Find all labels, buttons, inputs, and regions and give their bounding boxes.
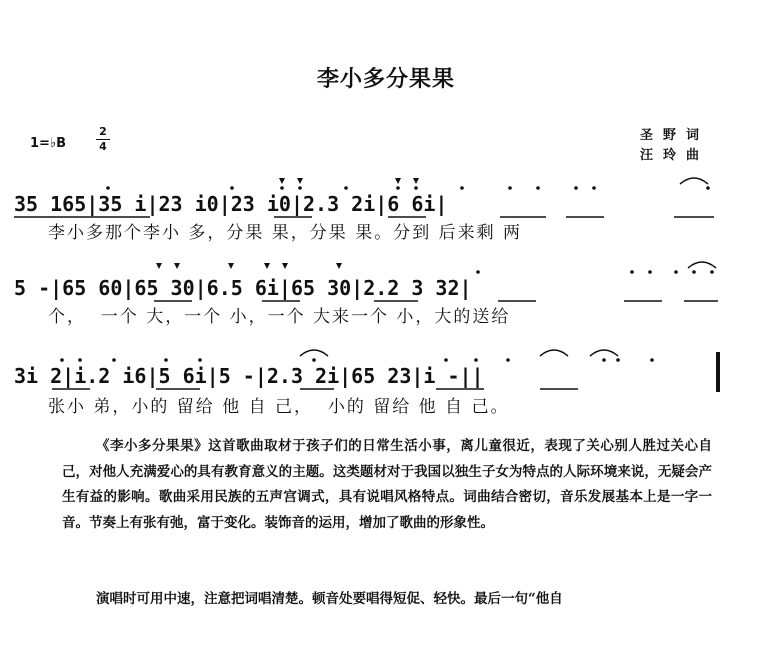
- octave-dot: [476, 270, 480, 274]
- octave-dot: [674, 270, 678, 274]
- octave-dot: [414, 186, 418, 190]
- score-line-2-lyrics: 个， 一个 大，一个 小，一个 大来一个 小，大的送给: [48, 307, 511, 327]
- commentary-paragraph-1: 《李小多分果果》这首歌曲取材于孩子们的日常生活小事，离儿童很近，表现了关心别人胜过关心自己，对他人充满爱心的具有教育意义的主题。这类题材对于我国以独生子女为特点的人际环境来说，无疑会产生有益的影响。歌曲采用民族的五声宫调式，具有说唱风格特点。词曲结合密切，音乐发展基本上是一字一音。节奏上有张有弛，富于变化。装饰音的运用，增加了歌曲的形象性。: [62, 438, 712, 531]
- octave-dot: [280, 186, 284, 190]
- staccato-mark: [279, 178, 285, 184]
- octave-dot: [60, 358, 64, 362]
- staccato-mark: [174, 263, 180, 269]
- octave-dot: [106, 186, 110, 190]
- octave-dot: [298, 186, 302, 190]
- commentary-paragraph-2: 演唱时可用中速，注意把词唱清楚。顿音处要唱得短促、轻快。最后一句“他自: [96, 591, 563, 607]
- slur: [688, 262, 716, 268]
- octave-dot: [706, 186, 710, 190]
- slur: [300, 350, 328, 356]
- octave-dot: [396, 186, 400, 190]
- octave-dot: [630, 270, 634, 274]
- final-barline: [716, 352, 720, 392]
- score-line-1-lyrics: 李小多那个李小 多，分果 果，分果 果。分到 后来剩 两: [48, 223, 523, 243]
- slur: [540, 350, 568, 356]
- octave-dot: [648, 270, 652, 274]
- octave-dot: [312, 358, 316, 362]
- meter-top: 2: [99, 125, 107, 138]
- octave-dot: [78, 358, 82, 362]
- staccato-mark: [156, 263, 162, 269]
- score-line-3-lyrics: 张小 弟，小的 留给 他 自 己， 小的 留给 他 自 己。: [48, 397, 510, 417]
- score-line-3-notes: 3i 2|i.2 i6|5 6i|5 -|2.3 2i|65 23|i -||: [14, 364, 484, 388]
- octave-dot: [710, 270, 714, 274]
- octave-dot: [506, 358, 510, 362]
- staccato-mark: [228, 263, 234, 269]
- octave-dot: [112, 358, 116, 362]
- staccato-mark: [264, 263, 270, 269]
- octave-dot: [508, 186, 512, 190]
- staccato-mark: [413, 178, 419, 184]
- octave-dot: [474, 358, 478, 362]
- octave-dot: [574, 186, 578, 190]
- octave-dot: [616, 358, 620, 362]
- octave-dot: [198, 358, 202, 362]
- octave-dot: [602, 358, 606, 362]
- staccato-mark: [297, 178, 303, 184]
- composer-credit: 汪玲曲: [640, 148, 710, 163]
- meter-bottom: 4: [99, 140, 107, 153]
- octave-dot: [164, 358, 168, 362]
- staccato-mark: [282, 263, 288, 269]
- octave-dot: [460, 186, 464, 190]
- octave-dot: [692, 270, 696, 274]
- octave-dot: [230, 186, 234, 190]
- octave-dot: [592, 186, 596, 190]
- score-line-2-notes: 5 -|65 60|65 30|6.5 6i|65 30|2.2 3 32|: [14, 276, 472, 300]
- octave-dot: [650, 358, 654, 362]
- slur: [590, 350, 618, 356]
- lyricist-credit: 圣野词: [640, 128, 710, 143]
- octave-dot: [536, 186, 540, 190]
- score-line-1-notes: 35 165|35 i|23 i0|23 i0|2.3 2i|6 6i|: [14, 192, 448, 216]
- song-title: 李小多分果果: [316, 67, 455, 92]
- octave-dot: [444, 358, 448, 362]
- slur: [680, 178, 708, 184]
- staccato-mark: [395, 178, 401, 184]
- staccato-mark: [336, 263, 342, 269]
- octave-dot: [344, 186, 348, 190]
- key-signature: 1=♭B: [30, 136, 66, 151]
